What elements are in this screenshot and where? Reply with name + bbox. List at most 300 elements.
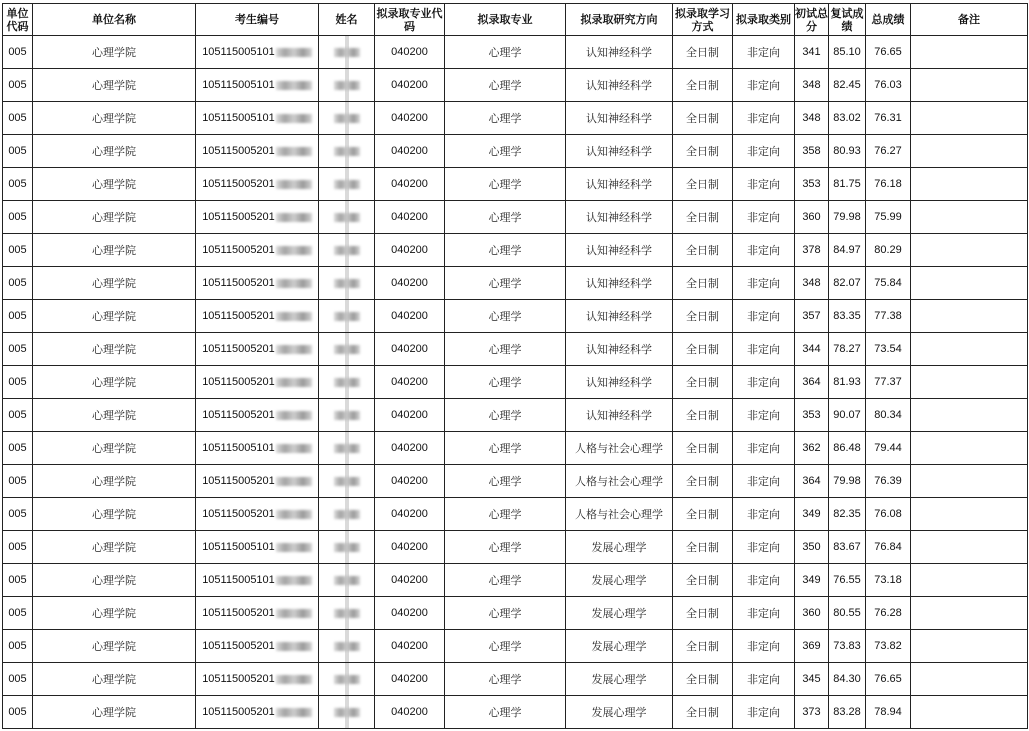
unit-code-cell [3,465,33,498]
unit-name-cell [33,168,196,201]
category-cell [733,36,795,69]
category-cell [733,696,795,729]
unit-name-cell [33,432,196,465]
retest-score-cell [829,432,866,465]
total-score-text: 77.37 [874,376,902,388]
exam-no-text: 105115005201 [202,145,275,157]
remarks-cell [911,465,1028,498]
category-text: 非定向 [747,211,780,224]
table-row [3,102,1028,135]
major-code-text: 040200 [391,607,428,619]
redaction-blur [276,642,312,651]
redaction-blur [334,279,360,288]
unit-name-text: 心理学院 [92,607,136,620]
major-code-text: 040200 [391,343,428,355]
exam-no-text: 105115005101 [202,541,275,553]
total-score-text: 73.54 [874,343,902,355]
study-mode-cell [673,201,733,234]
direction-text: 认知神经科学 [586,310,652,323]
major-code-cell [375,201,445,234]
unit-code-cell [3,69,33,102]
direction-text: 人格与社会心理学 [575,508,663,521]
category-text: 非定向 [747,541,780,554]
category-cell [733,267,795,300]
redaction-blur [334,345,360,354]
total-score-text: 76.65 [874,46,902,58]
direction-text: 认知神经科学 [586,409,652,422]
header-row [3,4,1028,36]
major-code-cell [375,102,445,135]
exam-no-text: 105115005101 [202,442,275,454]
redaction-blur [276,543,312,552]
major-cell [445,102,566,135]
retest-score-cell [829,168,866,201]
redaction-blur [276,609,312,618]
header-category: 拟录取类别 [733,4,795,36]
category-text: 非定向 [747,376,780,389]
direction-text: 认知神经科学 [586,244,652,257]
table-row [3,333,1028,366]
remarks-cell [911,69,1028,102]
exam-no-cell [196,399,319,432]
major-text: 心理学 [488,409,522,422]
redaction-blur [276,477,312,486]
redaction-blur [276,345,312,354]
remarks-cell [911,201,1028,234]
table-row [3,564,1028,597]
initial-total-text: 341 [802,46,821,58]
retest-score-text: 84.30 [833,673,861,685]
header-study-mode: 拟录取学习方式 [673,4,733,36]
direction-text: 人格与社会心理学 [575,442,663,455]
total-score-text: 79.44 [874,442,902,454]
retest-score-cell [829,564,866,597]
unit-code-text: 005 [8,574,27,586]
category-text: 非定向 [747,343,780,356]
retest-score-text: 81.75 [833,178,861,190]
study-mode-cell [673,432,733,465]
table-row [3,366,1028,399]
unit-code-text: 005 [8,442,27,454]
exam-no-text: 105115005201 [202,640,275,652]
unit-name-text: 心理学院 [92,310,136,323]
major-code-cell [375,69,445,102]
initial-total-text: 344 [802,343,821,355]
retest-score-cell [829,69,866,102]
exam-no-cell [196,366,319,399]
exam-no-text: 105115005101 [202,574,275,586]
remarks-cell [911,498,1028,531]
major-code-cell [375,168,445,201]
total-score-text: 75.84 [874,277,902,289]
study-mode-cell [673,168,733,201]
major-text: 心理学 [488,112,522,125]
major-text: 心理学 [488,376,522,389]
unit-name-text: 心理学院 [92,343,136,356]
unit-code-text: 005 [8,376,27,388]
initial-total-cell [795,696,829,729]
redaction-blur [334,378,360,387]
total-score-cell [866,333,911,366]
remarks-cell [911,333,1028,366]
unit-code-text: 005 [8,310,27,322]
initial-total-text: 364 [802,475,821,487]
total-score-text: 80.29 [874,244,902,256]
major-code-cell [375,630,445,663]
remarks-cell [911,630,1028,663]
major-code-cell [375,696,445,729]
unit-code-cell [3,597,33,630]
major-cell [445,267,566,300]
table-row [3,630,1028,663]
unit-name-cell [33,498,196,531]
exam-no-cell [196,597,319,630]
major-cell [445,696,566,729]
redaction-blur [276,675,312,684]
category-text: 非定向 [747,310,780,323]
direction-cell [566,663,673,696]
major-code-text: 040200 [391,211,428,223]
unit-name-cell [33,630,196,663]
major-text: 心理学 [488,343,522,356]
major-cell [445,300,566,333]
major-text: 心理学 [488,541,522,554]
total-score-cell [866,69,911,102]
table-row [3,531,1028,564]
retest-score-cell [829,630,866,663]
table-row [3,399,1028,432]
total-score-text: 76.65 [874,673,902,685]
unit-code-text: 005 [8,277,27,289]
study-mode-text: 全日制 [686,640,719,653]
redaction-blur [276,576,312,585]
major-code-cell [375,663,445,696]
unit-code-text: 005 [8,178,27,190]
retest-score-text: 81.93 [833,376,861,388]
exam-no-text: 105115005201 [202,673,275,685]
name-cell [319,498,375,531]
table-row [3,168,1028,201]
direction-cell [566,300,673,333]
category-cell [733,234,795,267]
redaction-blur [334,477,360,486]
major-code-cell [375,564,445,597]
unit-name-cell [33,531,196,564]
remarks-cell [911,135,1028,168]
redaction-blur [334,411,360,420]
direction-cell [566,498,673,531]
redaction-blur [276,180,312,189]
initial-total-text: 358 [802,145,821,157]
direction-text: 发展心理学 [591,673,647,686]
name-cell [319,267,375,300]
table-row [3,498,1028,531]
initial-total-cell [795,333,829,366]
major-code-text: 040200 [391,244,428,256]
initial-total-text: 349 [802,508,821,520]
category-text: 非定向 [747,574,780,587]
retest-score-text: 73.83 [833,640,861,652]
unit-name-text: 心理学院 [92,673,136,686]
study-mode-cell [673,36,733,69]
major-text: 心理学 [488,574,522,587]
redaction-blur [334,708,360,717]
unit-code-cell [3,333,33,366]
initial-total-cell [795,597,829,630]
total-score-cell [866,564,911,597]
direction-text: 认知神经科学 [586,112,652,125]
major-text: 心理学 [488,607,522,620]
major-code-text: 040200 [391,508,428,520]
category-cell [733,201,795,234]
major-cell [445,531,566,564]
redaction-blur [334,114,360,123]
unit-name-text: 心理学院 [92,112,136,125]
major-cell [445,69,566,102]
remarks-cell [911,531,1028,564]
redaction-blur [276,114,312,123]
study-mode-text: 全日制 [686,46,719,59]
header-exam-no: 考生编号 [196,4,319,36]
major-cell [445,201,566,234]
unit-code-text: 005 [8,475,27,487]
unit-code-cell [3,432,33,465]
total-score-text: 76.39 [874,475,902,487]
major-code-text: 040200 [391,112,428,124]
direction-cell [566,531,673,564]
category-text: 非定向 [747,112,780,125]
major-text: 心理学 [488,475,522,488]
remarks-cell [911,696,1028,729]
category-text: 非定向 [747,178,780,191]
major-cell [445,663,566,696]
exam-no-cell [196,531,319,564]
initial-total-text: 360 [802,211,821,223]
unit-code-cell [3,135,33,168]
major-text: 心理学 [488,508,522,521]
redaction-blur [334,312,360,321]
name-cell [319,102,375,135]
redaction-blur [334,147,360,156]
study-mode-text: 全日制 [686,145,719,158]
direction-cell [566,333,673,366]
category-cell [733,300,795,333]
direction-cell [566,168,673,201]
study-mode-cell [673,69,733,102]
study-mode-text: 全日制 [686,706,719,719]
exam-no-cell [196,168,319,201]
unit-code-cell [3,498,33,531]
table-row [3,267,1028,300]
total-score-cell [866,465,911,498]
major-code-text: 040200 [391,145,428,157]
category-text: 非定向 [747,244,780,257]
unit-name-text: 心理学院 [92,178,136,191]
direction-text: 发展心理学 [591,640,647,653]
unit-code-text: 005 [8,541,27,553]
unit-code-cell [3,564,33,597]
exam-no-text: 105115005201 [202,706,275,718]
study-mode-cell [673,267,733,300]
retest-score-cell [829,498,866,531]
study-mode-text: 全日制 [686,79,719,92]
total-score-cell [866,366,911,399]
redaction-blur [334,180,360,189]
exam-no-text: 105115005101 [202,79,275,91]
retest-score-text: 80.93 [833,145,861,157]
category-cell [733,630,795,663]
initial-total-cell [795,366,829,399]
major-code-text: 040200 [391,442,428,454]
direction-cell [566,399,673,432]
table-row [3,663,1028,696]
category-text: 非定向 [747,508,780,521]
direction-cell [566,597,673,630]
admission-table [2,3,1028,729]
retest-score-cell [829,366,866,399]
remarks-cell [911,267,1028,300]
table-row [3,300,1028,333]
study-mode-cell [673,630,733,663]
total-score-cell [866,597,911,630]
initial-total-cell [795,630,829,663]
unit-code-cell [3,300,33,333]
retest-score-text: 82.35 [833,508,861,520]
major-code-cell [375,366,445,399]
exam-no-text: 105115005201 [202,508,275,520]
name-cell [319,300,375,333]
total-score-text: 76.18 [874,178,902,190]
major-code-text: 040200 [391,640,428,652]
direction-cell [566,564,673,597]
study-mode-cell [673,531,733,564]
major-cell [445,564,566,597]
unit-name-cell [33,564,196,597]
exam-no-text: 105115005101 [202,46,275,58]
initial-total-text: 360 [802,607,821,619]
direction-cell [566,432,673,465]
table-row [3,465,1028,498]
redaction-blur [276,378,312,387]
name-cell [319,168,375,201]
category-text: 非定向 [747,673,780,686]
direction-cell [566,696,673,729]
header-major-code: 拟录取专业代码 [375,4,445,36]
direction-cell [566,465,673,498]
remarks-cell [911,366,1028,399]
direction-text: 发展心理学 [591,706,647,719]
initial-total-text: 378 [802,244,821,256]
unit-name-cell [33,333,196,366]
category-cell [733,135,795,168]
retest-score-cell [829,597,866,630]
unit-name-cell [33,36,196,69]
major-code-text: 040200 [391,376,428,388]
table-body [3,36,1028,729]
retest-score-cell [829,36,866,69]
retest-score-text: 90.07 [833,409,861,421]
total-score-text: 76.31 [874,112,902,124]
study-mode-cell [673,498,733,531]
name-cell [319,333,375,366]
direction-text: 认知神经科学 [586,277,652,290]
retest-score-text: 82.07 [833,277,861,289]
total-score-cell [866,696,911,729]
category-cell [733,102,795,135]
unit-name-cell [33,366,196,399]
unit-code-cell [3,630,33,663]
category-text: 非定向 [747,706,780,719]
study-mode-text: 全日制 [686,211,719,224]
remarks-cell [911,432,1028,465]
study-mode-cell [673,234,733,267]
redaction-blur [276,708,312,717]
major-cell [445,498,566,531]
category-text: 非定向 [747,640,780,653]
major-code-cell [375,267,445,300]
remarks-cell [911,564,1028,597]
major-code-cell [375,597,445,630]
remarks-cell [911,102,1028,135]
total-score-cell [866,201,911,234]
header-initial-total: 初试总分 [795,4,829,36]
direction-text: 认知神经科学 [586,211,652,224]
unit-name-cell [33,69,196,102]
total-score-cell [866,498,911,531]
major-code-cell [375,399,445,432]
redaction-blur [334,642,360,651]
major-code-text: 040200 [391,706,428,718]
table-row [3,234,1028,267]
study-mode-text: 全日制 [686,343,719,356]
header-direction: 拟录取研究方向 [566,4,673,36]
category-text: 非定向 [747,409,780,422]
category-cell [733,498,795,531]
exam-no-cell [196,696,319,729]
initial-total-cell [795,300,829,333]
total-score-cell [866,399,911,432]
major-code-cell [375,135,445,168]
redaction-blur [334,444,360,453]
unit-code-cell [3,267,33,300]
unit-name-text: 心理学院 [92,79,136,92]
major-text: 心理学 [488,640,522,653]
direction-text: 认知神经科学 [586,79,652,92]
study-mode-cell [673,564,733,597]
total-score-cell [866,135,911,168]
remarks-cell [911,300,1028,333]
direction-cell [566,234,673,267]
retest-score-cell [829,531,866,564]
unit-code-cell [3,663,33,696]
exam-no-text: 105115005201 [202,475,275,487]
retest-score-text: 79.98 [833,211,861,223]
study-mode-text: 全日制 [686,409,719,422]
major-text: 心理学 [488,79,522,92]
initial-total-cell [795,36,829,69]
retest-score-text: 82.45 [833,79,861,91]
unit-code-cell [3,201,33,234]
direction-text: 认知神经科学 [586,145,652,158]
unit-code-text: 005 [8,145,27,157]
exam-no-cell [196,201,319,234]
unit-name-text: 心理学院 [92,211,136,224]
major-code-cell [375,234,445,267]
table-row [3,135,1028,168]
name-cell [319,531,375,564]
major-text: 心理学 [488,706,522,719]
total-score-cell [866,267,911,300]
